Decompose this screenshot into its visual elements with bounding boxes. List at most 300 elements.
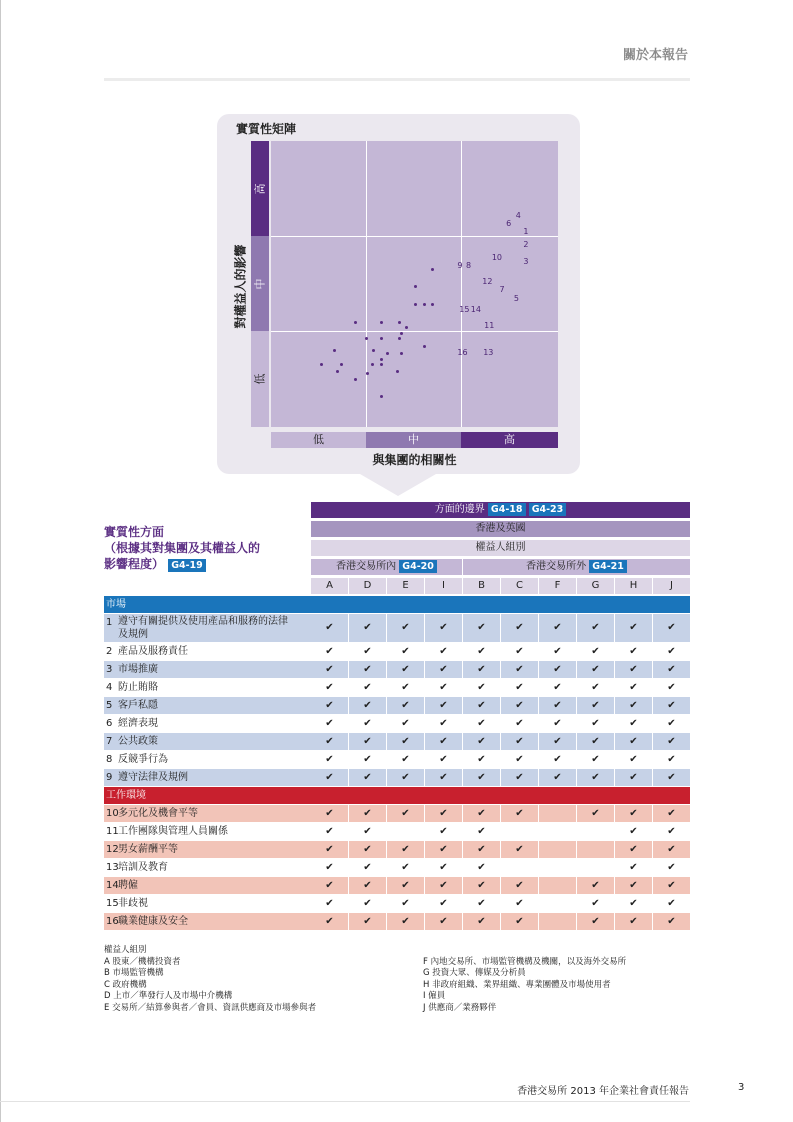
checkmark-icon: ✔: [363, 646, 372, 657]
check-cell: [349, 769, 386, 786]
checkmark-icon: ✔: [667, 916, 676, 927]
check-cell: [311, 679, 348, 696]
check-cell: [539, 769, 576, 786]
row-number: 12: [106, 844, 119, 855]
table-row: [104, 715, 690, 732]
column-header: I: [425, 578, 462, 594]
legend-item: C 政府機構: [104, 979, 147, 990]
check-cell: [387, 733, 424, 750]
check-cell: [387, 751, 424, 768]
legend-title: 權益人組別: [104, 945, 147, 955]
check-cell: [425, 805, 462, 822]
checkmark-icon: ✔: [629, 880, 638, 891]
checkmark-icon: ✔: [553, 718, 562, 729]
checkmark-icon: ✔: [515, 916, 524, 927]
checkmark-icon: ✔: [325, 700, 334, 711]
check-cell: [501, 679, 538, 696]
checkmark-icon: ✔: [667, 646, 676, 657]
checkmark-icon: ✔: [401, 646, 410, 657]
checkmark-icon: ✔: [363, 622, 372, 633]
checkmark-icon: ✔: [667, 718, 676, 729]
y-axis-label: 對權益人的影響: [233, 244, 248, 329]
table-row: [104, 643, 690, 660]
column-header: A: [311, 578, 348, 594]
check-cell: [463, 733, 500, 750]
table-row: [104, 661, 690, 678]
checkmark-icon: ✔: [515, 622, 524, 633]
table-title-line: （根據其對集團及其權益人的: [104, 541, 261, 555]
checkmark-icon: ✔: [591, 754, 600, 765]
check-cell: [577, 697, 614, 714]
table-row: [104, 841, 690, 858]
checkmark-icon: ✔: [515, 808, 524, 819]
checkmark-icon: ✔: [629, 646, 638, 657]
checkmark-icon: ✔: [591, 898, 600, 909]
x-level-mid: 中: [366, 432, 461, 448]
scatter-point: [396, 370, 399, 373]
scatter-point: [380, 321, 383, 324]
check-cell: [501, 841, 538, 858]
row-number: 7: [106, 736, 113, 747]
check-cell: [653, 715, 690, 732]
grid-line: [271, 331, 558, 332]
check-cell: [653, 697, 690, 714]
check-cell: [311, 733, 348, 750]
scatter-point: [423, 345, 426, 348]
check-cell: [539, 751, 576, 768]
check-cell: [501, 715, 538, 732]
checkmark-icon: ✔: [363, 826, 372, 837]
footer-rule: [0, 1101, 690, 1102]
legend-item: D 上市／準發行人及市場中介機構: [104, 991, 233, 1001]
check-cell: [349, 733, 386, 750]
checkmark-icon: ✔: [477, 916, 486, 927]
checkmark-icon: ✔: [363, 898, 372, 909]
check-cell: [349, 679, 386, 696]
table-row: [104, 877, 690, 894]
checkmark-icon: ✔: [629, 772, 638, 783]
scatter-point-label: 9: [457, 260, 463, 270]
check-cell: [577, 661, 614, 678]
check-cell: [387, 841, 424, 858]
checkmark-icon: ✔: [629, 754, 638, 765]
table-row: [104, 859, 690, 876]
scatter-point: [405, 326, 408, 329]
table-row: [104, 679, 690, 696]
checkmark-icon: ✔: [439, 826, 448, 837]
checkmark-icon: ✔: [667, 622, 676, 633]
x-level-high: 高: [461, 432, 558, 448]
check-cell: [539, 643, 576, 660]
check-cell: [425, 733, 462, 750]
scatter-point-label: 10: [491, 253, 502, 263]
check-cell: [425, 614, 462, 642]
check-cell: [577, 859, 614, 876]
checkmark-icon: ✔: [363, 916, 372, 927]
grid-line: [271, 236, 558, 237]
check-cell: [425, 859, 462, 876]
check-cell: [311, 769, 348, 786]
table-row: [104, 697, 690, 714]
check-cell: [463, 877, 500, 894]
checkmark-icon: ✔: [515, 700, 524, 711]
check-cell: [653, 895, 690, 912]
check-cell: [463, 661, 500, 678]
x-level-low: 低: [271, 432, 366, 448]
check-cell: [463, 751, 500, 768]
checkmark-icon: ✔: [401, 898, 410, 909]
checkmark-icon: ✔: [667, 772, 676, 783]
check-cell: [387, 715, 424, 732]
check-cell: [615, 895, 652, 912]
check-cell: [653, 877, 690, 894]
check-cell: [577, 769, 614, 786]
check-cell: [463, 841, 500, 858]
checkmark-icon: ✔: [667, 700, 676, 711]
checkmark-icon: ✔: [553, 682, 562, 693]
check-cell: [615, 697, 652, 714]
check-cell: [463, 715, 500, 732]
scatter-point-label: 13: [483, 347, 494, 357]
check-cell: [349, 751, 386, 768]
check-cell: [387, 643, 424, 660]
check-cell: [653, 751, 690, 768]
row-number: 1: [106, 617, 113, 628]
checkmark-icon: ✔: [325, 844, 334, 855]
check-cell: [653, 769, 690, 786]
check-cell: [577, 679, 614, 696]
check-cell: [615, 859, 652, 876]
scatter-point: [320, 363, 323, 366]
scatter-point-label: 11: [484, 320, 495, 330]
checkmark-icon: ✔: [591, 736, 600, 747]
section-title: 市場: [106, 599, 126, 610]
checkmark-icon: ✔: [477, 844, 486, 855]
gri-tag: G4-19: [168, 559, 206, 572]
check-cell: [501, 643, 538, 660]
check-cell: [653, 661, 690, 678]
check-cell: [577, 751, 614, 768]
scatter-point: [365, 337, 368, 340]
check-cell: [425, 877, 462, 894]
check-cell: [653, 614, 690, 642]
check-cell: [539, 823, 576, 840]
scatter-point: [414, 303, 417, 306]
check-cell: [615, 913, 652, 930]
check-cell: [577, 614, 614, 642]
checkmark-icon: ✔: [515, 736, 524, 747]
check-cell: [425, 895, 462, 912]
check-cell: [463, 769, 500, 786]
check-cell: [349, 823, 386, 840]
checkmark-icon: ✔: [477, 826, 486, 837]
scatter-point: [423, 303, 426, 306]
check-cell: [463, 697, 500, 714]
checkmark-icon: ✔: [515, 772, 524, 783]
scatter-point: [366, 372, 369, 375]
checkmark-icon: ✔: [401, 700, 410, 711]
check-cell: [387, 769, 424, 786]
check-cell: [577, 913, 614, 930]
check-cell: [463, 679, 500, 696]
check-cell: [653, 859, 690, 876]
check-cell: [349, 643, 386, 660]
checkmark-icon: ✔: [401, 844, 410, 855]
scatter-point: [354, 321, 357, 324]
scatter-point-label: 8: [465, 260, 472, 270]
row-label: 遵守法律及規例: [118, 772, 188, 783]
row-number: 6: [106, 718, 113, 729]
checkmark-icon: ✔: [439, 772, 448, 783]
checkmark-icon: ✔: [439, 718, 448, 729]
checkmark-icon: ✔: [325, 622, 334, 633]
checkmark-icon: ✔: [591, 772, 600, 783]
column-header: G: [577, 578, 614, 594]
y-level-low: 低: [251, 331, 269, 427]
table-row: [104, 805, 690, 822]
checkmark-icon: ✔: [591, 700, 600, 711]
checkmark-icon: ✔: [363, 880, 372, 891]
checkmark-icon: ✔: [325, 664, 334, 675]
column-header: C: [501, 578, 538, 594]
section-header: [104, 787, 690, 804]
check-cell: [653, 913, 690, 930]
check-cell: [539, 895, 576, 912]
legend-item: J 供應商／業務夥伴: [423, 1002, 497, 1013]
checkmark-icon: ✔: [439, 682, 448, 693]
checkmark-icon: ✔: [477, 898, 486, 909]
gri-tag: G4-21: [589, 560, 627, 573]
checkmark-icon: ✔: [629, 916, 638, 927]
checkmark-icon: ✔: [553, 772, 562, 783]
checkmark-icon: ✔: [553, 622, 562, 633]
scatter-point-label: 2: [523, 239, 529, 249]
checkmark-icon: ✔: [363, 664, 372, 675]
scatter-point-label: 15: [459, 304, 470, 314]
matrix-plot: [271, 141, 558, 427]
checkmark-icon: ✔: [439, 808, 448, 819]
column-header: B: [463, 578, 500, 594]
scatter-point: [400, 352, 403, 355]
scatter-point: [354, 378, 357, 381]
page-number: 3: [738, 1082, 745, 1093]
checkmark-icon: ✔: [667, 844, 676, 855]
scatter-point-label: 4: [515, 211, 521, 221]
check-cell: [311, 841, 348, 858]
check-cell: [577, 715, 614, 732]
row-number: 10: [106, 808, 119, 819]
footer-report-title: 香港交易所 2013 年企業社會責任報告: [517, 1086, 689, 1097]
check-cell: [387, 859, 424, 876]
row-label: 客戶私隱: [118, 700, 158, 711]
check-cell: [311, 805, 348, 822]
table-row: [104, 751, 690, 768]
checkmark-icon: ✔: [439, 622, 448, 633]
checkmark-icon: ✔: [591, 646, 600, 657]
checkmark-icon: ✔: [325, 646, 334, 657]
checkmark-icon: ✔: [553, 736, 562, 747]
check-cell: [425, 697, 462, 714]
checkmark-icon: ✔: [401, 862, 410, 873]
checkmark-icon: ✔: [515, 664, 524, 675]
row-label: 男女薪酬平等: [118, 844, 178, 855]
checkmark-icon: ✔: [401, 916, 410, 927]
check-cell: [539, 877, 576, 894]
check-cell: [311, 877, 348, 894]
checkmark-icon: ✔: [363, 700, 372, 711]
legend-item: A 股東／機構投資者: [104, 956, 181, 967]
check-cell: [539, 679, 576, 696]
checkmark-icon: ✔: [629, 736, 638, 747]
checkmark-icon: ✔: [325, 826, 334, 837]
row-label: 多元化及機會平等: [118, 808, 198, 819]
row-number: 16: [106, 916, 119, 927]
scatter-point-label: 16: [457, 347, 468, 357]
checkmark-icon: ✔: [363, 808, 372, 819]
check-cell: [615, 877, 652, 894]
check-cell: [539, 859, 576, 876]
check-cell: [349, 661, 386, 678]
check-cell: [387, 614, 424, 642]
check-cell: [615, 643, 652, 660]
row-label: 產品及服務責任: [118, 646, 188, 657]
checkmark-icon: ✔: [477, 862, 486, 873]
check-cell: [501, 895, 538, 912]
checkmark-icon: ✔: [401, 664, 410, 675]
checkmark-icon: ✔: [477, 700, 486, 711]
check-cell: [425, 841, 462, 858]
checkmark-icon: ✔: [477, 808, 486, 819]
scatter-point: [431, 303, 434, 306]
checkmark-icon: ✔: [515, 646, 524, 657]
check-cell: [577, 823, 614, 840]
checkmark-icon: ✔: [439, 646, 448, 657]
checkmark-icon: ✔: [325, 682, 334, 693]
check-cell: [311, 614, 348, 642]
checkmark-icon: ✔: [325, 898, 334, 909]
check-cell: [653, 841, 690, 858]
checkmark-icon: ✔: [401, 880, 410, 891]
check-cell: [539, 841, 576, 858]
check-cell: [425, 769, 462, 786]
checkmark-icon: ✔: [439, 862, 448, 873]
check-cell: [425, 661, 462, 678]
checkmark-icon: ✔: [553, 646, 562, 657]
checkmark-icon: ✔: [401, 622, 410, 633]
checkmark-icon: ✔: [667, 682, 676, 693]
check-cell: [615, 841, 652, 858]
check-cell: [615, 805, 652, 822]
row-number: 5: [106, 700, 113, 711]
check-cell: [615, 715, 652, 732]
check-cell: [539, 661, 576, 678]
row-number: 9: [106, 772, 113, 783]
scatter-point: [414, 285, 417, 288]
scatter-point: [371, 363, 374, 366]
checkmark-icon: ✔: [591, 622, 600, 633]
scatter-point-label: 5: [513, 294, 519, 304]
check-cell: [653, 805, 690, 822]
checkmark-icon: ✔: [401, 718, 410, 729]
check-cell: [425, 823, 462, 840]
checkmark-icon: ✔: [439, 664, 448, 675]
checkmark-icon: ✔: [363, 754, 372, 765]
checkmark-icon: ✔: [629, 682, 638, 693]
checkmark-icon: ✔: [629, 826, 638, 837]
scatter-point: [380, 395, 383, 398]
check-cell: [539, 614, 576, 642]
row-label: 工作團隊與管理人員關係: [118, 826, 228, 837]
row-label: 非歧視: [118, 898, 148, 909]
checkmark-icon: ✔: [515, 718, 524, 729]
check-cell: [501, 769, 538, 786]
grid-line: [461, 141, 462, 427]
check-cell: [387, 895, 424, 912]
check-cell: [615, 661, 652, 678]
checkmark-icon: ✔: [325, 718, 334, 729]
scatter-point-label: 14: [470, 304, 481, 314]
scatter-point: [386, 352, 389, 355]
table-title-line: 實質性方面: [104, 525, 165, 539]
checkmark-icon: ✔: [667, 808, 676, 819]
checkmark-icon: ✔: [477, 736, 486, 747]
checkmark-icon: ✔: [667, 826, 676, 837]
gri-tag: G4-18: [488, 503, 526, 516]
row-label: 職業健康及安全: [118, 916, 188, 927]
checkmark-icon: ✔: [629, 862, 638, 873]
row-number: 3: [106, 664, 113, 675]
scatter-point: [431, 268, 434, 271]
checkmark-icon: ✔: [363, 718, 372, 729]
checkmark-icon: ✔: [439, 916, 448, 927]
row-label: 反競爭行為: [118, 754, 168, 765]
checkmark-icon: ✔: [553, 754, 562, 765]
legend-item: E 交易所／結算參與者／會員、資訊供應商及市場參與者: [104, 1002, 317, 1013]
checkmark-icon: ✔: [401, 682, 410, 693]
x-axis-label: 與集團的相關性: [372, 453, 457, 467]
scatter-point: [336, 370, 339, 373]
column-header: H: [615, 578, 652, 594]
checkmark-icon: ✔: [439, 700, 448, 711]
check-cell: [501, 614, 538, 642]
check-cell: [539, 733, 576, 750]
checkmark-icon: ✔: [667, 898, 676, 909]
checkmark-icon: ✔: [439, 754, 448, 765]
check-cell: [539, 697, 576, 714]
checkmark-icon: ✔: [515, 844, 524, 855]
checkmark-icon: ✔: [401, 772, 410, 783]
check-cell: [387, 679, 424, 696]
checkmark-icon: ✔: [325, 880, 334, 891]
check-cell: [463, 895, 500, 912]
table-row: [104, 733, 690, 750]
scatter-point: [398, 337, 401, 340]
checkmark-icon: ✔: [325, 736, 334, 747]
check-cell: [539, 913, 576, 930]
legend-left: [104, 945, 316, 1014]
checkmark-icon: ✔: [325, 808, 334, 819]
scatter-point: [380, 363, 383, 366]
check-cell: [387, 697, 424, 714]
checkmark-icon: ✔: [667, 880, 676, 891]
checkmark-icon: ✔: [439, 736, 448, 747]
check-cell: [311, 661, 348, 678]
section-title: 工作環境: [106, 790, 146, 801]
checkmark-icon: ✔: [477, 682, 486, 693]
checkmark-icon: ✔: [591, 916, 600, 927]
check-cell: [349, 877, 386, 894]
checkmark-icon: ✔: [629, 622, 638, 633]
